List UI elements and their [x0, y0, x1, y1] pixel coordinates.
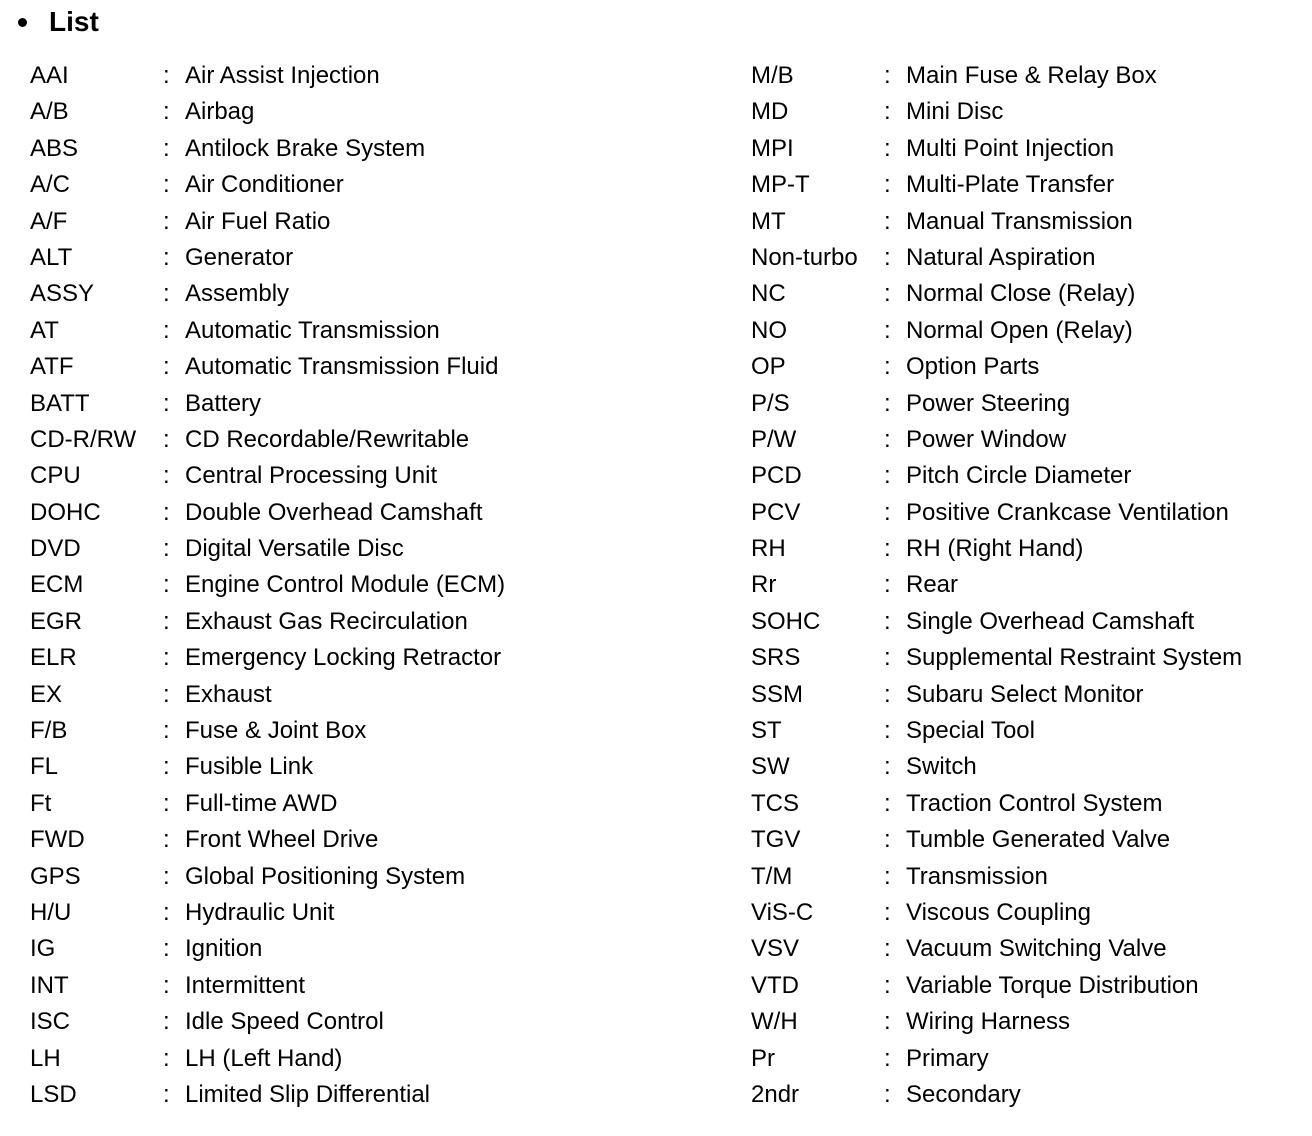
abbreviation-meaning: Fuse & Joint Box: [185, 717, 367, 745]
abbreviation-term: DVD: [30, 535, 81, 563]
abbreviation-term: ASSY: [30, 280, 95, 308]
abbreviation-meaning: Air Assist Injection: [185, 62, 380, 89]
separator-colon: :: [884, 98, 891, 126]
abbreviation-term: IG: [30, 935, 56, 963]
abbreviation-meaning: Main Fuse & Relay Box: [906, 62, 1157, 89]
separator-colon: :: [163, 280, 170, 308]
separator-colon: :: [884, 462, 891, 490]
separator-colon: :: [884, 862, 891, 890]
separator-colon: :: [884, 280, 891, 308]
separator-colon: :: [163, 717, 170, 745]
abbreviation-term: Non-turbo: [751, 243, 858, 271]
abbreviation-term: GPS: [30, 862, 81, 890]
separator-colon: :: [884, 971, 891, 999]
abbreviation-row: [30, 349, 590, 385]
abbreviation-row: [30, 167, 590, 203]
abbreviation-term: ViS-C: [751, 898, 814, 926]
separator-colon: :: [163, 607, 170, 635]
abbreviation-row: [751, 1041, 1291, 1077]
abbreviation-term: A/C: [30, 171, 71, 199]
abbreviation-meaning: Emergency Locking Retractor: [185, 644, 502, 672]
abbreviation-row: [30, 895, 590, 931]
separator-colon: :: [163, 535, 170, 563]
abbreviation-meaning: Primary: [906, 1044, 989, 1072]
abbreviation-meaning: Airbag: [185, 98, 255, 126]
abbreviation-term: CPU: [30, 462, 81, 490]
abbreviation-row: [30, 240, 590, 276]
abbreviation-term: 2ndr: [751, 1080, 800, 1108]
abbreviation-meaning: Subaru Select Monitor: [906, 680, 1144, 708]
abbreviation-row: [751, 167, 1291, 203]
abbreviation-meaning: Option Parts: [906, 353, 1040, 381]
separator-colon: :: [884, 753, 891, 781]
abbreviation-list-left: [30, 58, 590, 1113]
section-heading: [18, 4, 99, 40]
abbreviation-meaning: Tumble Generated Valve: [906, 826, 1171, 854]
separator-colon: :: [163, 789, 170, 817]
abbreviation-row: [30, 713, 590, 749]
abbreviation-term: SSM: [751, 680, 804, 708]
abbreviation-meaning: Antilock Brake System: [185, 134, 426, 162]
separator-colon: :: [884, 680, 891, 708]
abbreviation-term: VTD: [751, 971, 799, 999]
abbreviation-term: DOHC: [30, 498, 101, 526]
separator-colon: :: [163, 389, 170, 417]
separator-colon: :: [163, 935, 170, 963]
abbreviation-row: [751, 204, 1291, 240]
separator-colon: :: [884, 607, 891, 635]
separator-colon: :: [163, 680, 170, 708]
separator-colon: :: [884, 171, 891, 199]
abbreviation-meaning: Normal Close (Relay): [906, 280, 1136, 308]
separator-colon: :: [163, 971, 170, 999]
abbreviation-meaning: Digital Versatile Disc: [185, 535, 404, 563]
abbreviation-term: MD: [751, 98, 789, 126]
abbreviation-row: [751, 749, 1291, 785]
abbreviation-meaning: CD Recordable/Rewritable: [185, 425, 470, 453]
abbreviation-row: [30, 94, 590, 130]
abbreviation-term: SRS: [751, 644, 801, 672]
abbreviation-term: SOHC: [751, 607, 821, 635]
abbreviation-row: [751, 58, 1291, 94]
abbreviation-term: OP: [751, 353, 786, 381]
abbreviation-meaning: Vacuum Switching Valve: [906, 935, 1167, 963]
abbreviation-row: [30, 677, 590, 713]
abbreviation-term: TCS: [751, 789, 799, 817]
abbreviation-meaning: Limited Slip Differential: [185, 1080, 431, 1108]
abbreviation-meaning: Assembly: [185, 280, 290, 308]
abbreviation-meaning: Generator: [185, 243, 294, 271]
separator-colon: :: [884, 1080, 891, 1108]
abbreviation-row: [30, 859, 590, 895]
abbreviation-row: [751, 349, 1291, 385]
abbreviation-meaning: Global Positioning System: [185, 862, 466, 890]
abbreviation-row: [30, 386, 590, 422]
separator-colon: :: [884, 243, 891, 271]
abbreviation-row: [30, 968, 590, 1004]
separator-colon: :: [163, 243, 170, 271]
abbreviation-row: [751, 531, 1291, 567]
abbreviation-meaning: Intermittent: [185, 971, 306, 999]
abbreviation-row: [30, 640, 590, 676]
separator-colon: :: [884, 134, 891, 162]
abbreviation-term: BATT: [30, 389, 90, 417]
separator-colon: :: [163, 134, 170, 162]
abbreviation-meaning: Traction Control System: [906, 789, 1163, 817]
separator-colon: :: [163, 425, 170, 453]
abbreviation-meaning: Power Steering: [906, 389, 1071, 417]
abbreviation-term: Pr: [751, 1044, 775, 1072]
abbreviation-meaning: Switch: [906, 753, 977, 781]
abbreviation-meaning: Single Overhead Camshaft: [906, 607, 1195, 635]
abbreviation-meaning: Battery: [185, 389, 262, 417]
abbreviation-term: NO: [751, 316, 787, 344]
abbreviation-meaning: Natural Aspiration: [906, 243, 1096, 271]
abbreviation-meaning: Transmission: [906, 862, 1048, 890]
separator-colon: :: [163, 353, 170, 381]
abbreviation-term: PCV: [751, 498, 801, 526]
abbreviation-row: [751, 968, 1291, 1004]
abbreviation-row: [30, 931, 590, 967]
separator-colon: :: [163, 1008, 170, 1036]
abbreviation-meaning: Front Wheel Drive: [185, 826, 379, 854]
separator-colon: :: [884, 535, 891, 563]
abbreviation-term: ST: [751, 717, 782, 745]
abbreviation-meaning: Normal Open (Relay): [906, 316, 1133, 344]
separator-colon: :: [884, 789, 891, 817]
abbreviation-row: [30, 1004, 590, 1040]
abbreviation-row: [751, 313, 1291, 349]
separator-colon: :: [884, 207, 891, 235]
abbreviation-term: AAI: [30, 62, 69, 89]
abbreviation-term: PCD: [751, 462, 802, 490]
abbreviation-term: ISC: [30, 1008, 71, 1036]
abbreviation-meaning: Positive Crankcase Ventilation: [906, 498, 1229, 526]
abbreviation-row: [751, 931, 1291, 967]
separator-colon: :: [884, 389, 891, 417]
abbreviation-row: [751, 240, 1291, 276]
abbreviation-term: A/F: [30, 207, 68, 235]
abbreviation-term: EGR: [30, 607, 83, 635]
abbreviation-term: ALT: [30, 243, 73, 271]
abbreviation-meaning: RH (Right Hand): [906, 535, 1084, 563]
separator-colon: :: [163, 826, 170, 854]
abbreviation-meaning: Automatic Transmission: [185, 316, 440, 344]
separator-colon: :: [884, 644, 891, 672]
abbreviation-term: ABS: [30, 134, 79, 162]
separator-colon: :: [884, 571, 891, 599]
abbreviation-meaning: Mini Disc: [906, 98, 1004, 126]
abbreviation-meaning: Viscous Coupling: [906, 898, 1092, 926]
separator-colon: :: [884, 717, 891, 745]
abbreviation-row: [751, 640, 1291, 676]
abbreviation-term: W/H: [751, 1008, 798, 1036]
abbreviation-row: [30, 58, 590, 94]
abbreviation-row: [30, 313, 590, 349]
abbreviation-row: [30, 567, 590, 603]
abbreviation-meaning: Multi-Plate Transfer: [906, 171, 1115, 199]
abbreviation-row: [30, 276, 590, 312]
abbreviation-row: [30, 1041, 590, 1077]
abbreviation-term: A/B: [30, 98, 69, 126]
separator-colon: :: [163, 1044, 170, 1072]
separator-colon: :: [884, 316, 891, 344]
separator-colon: :: [163, 1080, 170, 1108]
abbreviation-row: [751, 895, 1291, 931]
abbreviation-term: ATF: [30, 353, 74, 381]
abbreviation-meaning: Manual Transmission: [906, 207, 1133, 235]
abbreviation-row: [751, 276, 1291, 312]
separator-colon: :: [884, 425, 891, 453]
abbreviation-term: MT: [751, 207, 786, 235]
separator-colon: :: [884, 1008, 891, 1036]
abbreviation-row: [30, 531, 590, 567]
abbreviation-term: EX: [30, 680, 63, 708]
abbreviation-row: [751, 1077, 1291, 1113]
separator-colon: :: [163, 571, 170, 599]
abbreviation-term: NC: [751, 280, 786, 308]
abbreviation-term: F/B: [30, 717, 68, 745]
abbreviation-row: [30, 131, 590, 167]
abbreviation-term: INT: [30, 971, 69, 999]
abbreviation-row: [30, 822, 590, 858]
abbreviation-row: [751, 131, 1291, 167]
bullet-icon: [18, 18, 27, 27]
abbreviation-meaning: Engine Control Module (ECM): [185, 571, 506, 599]
abbreviation-meaning: Supplemental Restraint System: [906, 644, 1243, 672]
abbreviation-row: [30, 786, 590, 822]
abbreviation-term: SW: [751, 753, 790, 781]
abbreviation-meaning: Hydraulic Unit: [185, 898, 335, 926]
abbreviation-meaning: Air Conditioner: [185, 171, 344, 199]
separator-colon: :: [163, 644, 170, 672]
abbreviation-term: MP-T: [751, 171, 810, 199]
abbreviation-term: Rr: [751, 571, 777, 599]
abbreviation-meaning: Automatic Transmission Fluid: [185, 353, 499, 381]
abbreviation-row: [751, 567, 1291, 603]
abbreviation-meaning: Central Processing Unit: [185, 462, 438, 490]
abbreviation-row: [30, 495, 590, 531]
abbreviation-term: LSD: [30, 1080, 77, 1108]
abbreviation-row: [751, 859, 1291, 895]
abbreviation-list-right: [751, 58, 1291, 1113]
abbreviation-row: [751, 677, 1291, 713]
abbreviation-meaning: Wiring Harness: [906, 1008, 1071, 1036]
abbreviation-row: [30, 749, 590, 785]
separator-colon: :: [163, 862, 170, 890]
abbreviation-term: M/B: [751, 62, 794, 89]
abbreviation-meaning: Full-time AWD: [185, 789, 338, 817]
separator-colon: :: [163, 171, 170, 199]
abbreviation-term: AT: [30, 316, 59, 344]
abbreviation-term: ELR: [30, 644, 77, 672]
abbreviation-row: [30, 1077, 590, 1113]
separator-colon: :: [163, 753, 170, 781]
abbreviation-meaning: Idle Speed Control: [185, 1008, 384, 1036]
abbreviation-term: LH: [30, 1044, 61, 1072]
abbreviation-term: TGV: [751, 826, 801, 854]
separator-colon: :: [884, 935, 891, 963]
abbreviation-meaning: Pitch Circle Diameter: [906, 462, 1132, 490]
abbreviation-meaning: Double Overhead Camshaft: [185, 498, 483, 526]
abbreviation-row: [751, 822, 1291, 858]
abbreviation-term: T/M: [751, 862, 793, 890]
abbreviation-meaning: Multi Point Injection: [906, 134, 1115, 162]
abbreviation-meaning: Exhaust Gas Recirculation: [185, 607, 468, 635]
abbreviation-term: Ft: [30, 789, 52, 817]
abbreviation-meaning: Secondary: [906, 1080, 1021, 1108]
abbreviation-row: [751, 495, 1291, 531]
abbreviation-row: [751, 786, 1291, 822]
abbreviation-term: FL: [30, 753, 59, 781]
abbreviation-meaning: Ignition: [185, 935, 263, 963]
separator-colon: :: [884, 498, 891, 526]
separator-colon: :: [163, 498, 170, 526]
abbreviation-meaning: Rear: [906, 571, 959, 599]
abbreviation-term: VSV: [751, 935, 800, 963]
abbreviation-term: FWD: [30, 826, 85, 854]
abbreviation-row: [751, 604, 1291, 640]
abbreviation-term: CD-R/RW: [30, 425, 137, 453]
abbreviation-term: P/W: [751, 425, 797, 453]
abbreviation-row: [751, 1004, 1291, 1040]
abbreviation-row: [30, 204, 590, 240]
separator-colon: :: [163, 98, 170, 126]
separator-colon: :: [163, 898, 170, 926]
separator-colon: :: [163, 462, 170, 490]
abbreviation-row: [751, 713, 1291, 749]
separator-colon: :: [163, 207, 170, 235]
abbreviation-meaning: LH (Left Hand): [185, 1044, 343, 1072]
abbreviation-meaning: Power Window: [906, 425, 1067, 453]
section-heading-text: List: [49, 6, 99, 37]
separator-colon: :: [884, 62, 891, 89]
separator-colon: :: [163, 62, 170, 89]
abbreviation-meaning: Fusible Link: [185, 753, 314, 781]
abbreviation-row: [30, 458, 590, 494]
abbreviation-term: P/S: [751, 389, 790, 417]
abbreviation-meaning: Variable Torque Distribution: [906, 971, 1199, 999]
abbreviation-row: [751, 94, 1291, 130]
separator-colon: :: [884, 826, 891, 854]
abbreviation-meaning: Special Tool: [906, 717, 1035, 745]
abbreviation-row: [30, 604, 590, 640]
abbreviation-term: RH: [751, 535, 786, 563]
abbreviation-row: [30, 422, 590, 458]
abbreviation-term: H/U: [30, 898, 72, 926]
abbreviation-term: ECM: [30, 571, 84, 599]
abbreviation-term: MPI: [751, 134, 794, 162]
separator-colon: :: [884, 1044, 891, 1072]
abbreviation-meaning: Exhaust: [185, 680, 272, 708]
abbreviation-row: [751, 386, 1291, 422]
separator-colon: :: [884, 898, 891, 926]
abbreviation-row: [751, 422, 1291, 458]
abbreviation-meaning: Air Fuel Ratio: [185, 207, 331, 235]
abbreviation-row: [751, 458, 1291, 494]
separator-colon: :: [884, 353, 891, 381]
separator-colon: :: [163, 316, 170, 344]
